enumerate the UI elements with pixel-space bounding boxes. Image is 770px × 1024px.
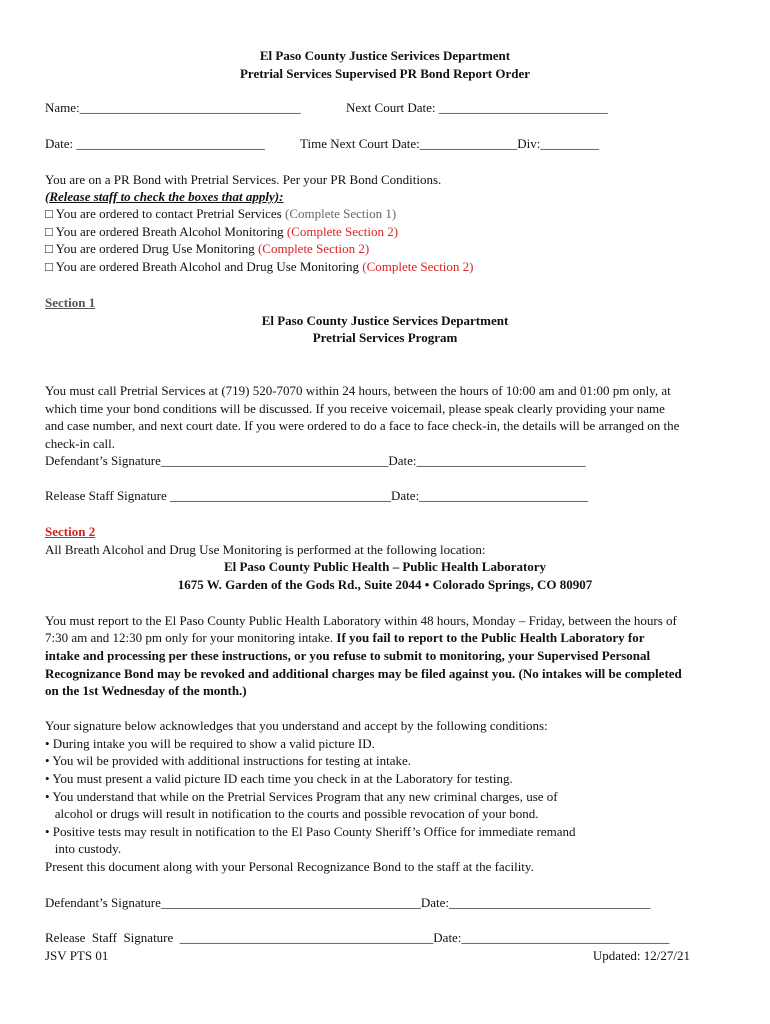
report-line: You must report to the El Paso County Public Health Laboratory within 48 hours, Monday – Friday, between the hours of: [45, 613, 677, 628]
report-warning-line: on the 1st Wednesday of the month.): [45, 683, 247, 698]
option-drug-use[interactable]: □ You are ordered Drug Use Monitoring (Complete Section 2): [45, 241, 370, 256]
checkbox-icon[interactable]: □: [45, 224, 53, 239]
present-document-line: Present this document along with your Personal Recognizance Bond to the staff at the facility.: [45, 859, 534, 874]
section-1-body-line: check-in call.: [45, 436, 116, 451]
section-2-staff-signature[interactable]: Release Staff Signature _______________________________________Date:________________________________: [45, 930, 670, 945]
section-1-staff-signature[interactable]: Release Staff Signature __________________________________Date:__________________________: [45, 488, 589, 503]
section-1-heading: Section 1: [45, 295, 96, 310]
checkbox-icon[interactable]: □: [45, 241, 53, 256]
condition-item: • You understand that while on the Pretrial Services Program that any new criminal charges, use of: [45, 789, 558, 804]
header-org: El Paso County Justice Serivices Department: [259, 48, 511, 63]
checkbox-icon[interactable]: □: [45, 259, 53, 274]
lab-location-name: El Paso County Public Health – Public Health Laboratory: [223, 559, 547, 574]
checkbox-icon[interactable]: □: [45, 206, 53, 221]
section-2-intro: All Breath Alcohol and Drug Use Monitoring is performed at the following location:: [45, 542, 486, 557]
section-1-program: Pretrial Services Program: [312, 330, 458, 345]
condition-item: • You wil be provided with additional instructions for testing at intake.: [45, 753, 411, 768]
condition-item: alcohol or drugs will result in notification to the courts and possible revocation of your bond.: [45, 806, 539, 821]
intro-line: You are on a PR Bond with Pretrial Services. Per your PR Bond Conditions.: [45, 172, 442, 187]
acknowledgement-intro: Your signature below acknowledges that you understand and accept by the following conditions:: [45, 718, 548, 733]
report-line: 7:30 am and 12:30 pm only for your monitoring intake. If you fail to report to the Public Health Laboratory for: [45, 630, 645, 645]
report-warning-line: intake and processing per these instructions, or you refuse to submit to monitoring, your Supervised Personal: [45, 648, 651, 663]
updated-date: Updated: 12/27/21: [592, 948, 690, 963]
section-2-heading: Section 2: [45, 524, 96, 539]
next-court-date-field[interactable]: Next Court Date: __________________________: [346, 100, 608, 115]
condition-item: • During intake you will be required to show a valid picture ID.: [45, 736, 375, 751]
release-staff-instruction: (Release staff to check the boxes that apply):: [45, 189, 284, 204]
option-breath-and-drug[interactable]: □ You are ordered Breath Alcohol and Drug Use Monitoring (Complete Section 2): [45, 259, 474, 274]
date-field[interactable]: Date: _____________________________: [45, 136, 265, 151]
form-id: JSV PTS 01: [45, 948, 109, 963]
time-next-court-date-field[interactable]: Time Next Court Date:_______________Div:_________: [300, 136, 599, 151]
lab-location-address: 1675 W. Garden of the Gods Rd., Suite 2044 • Colorado Springs, CO 80907: [177, 577, 593, 592]
section-1-body-line: You must call Pretrial Services at (719) 520-7070 within 24 hours, between the hours of 10:00 am and 01:00 pm only, at: [45, 383, 671, 398]
section-1-defendant-signature[interactable]: Defendant’s Signature___________________________________Date:__________________________: [45, 453, 586, 468]
condition-item: into custody.: [45, 841, 122, 856]
section-1-body-line: which time your bond conditions will be discussed. If you receive voicemail, please speak clearly providing your name: [45, 401, 665, 416]
condition-item: • You must present a valid picture ID each time you check in at the Laboratory for testing.: [45, 771, 513, 786]
section-1-org: El Paso County Justice Services Department: [261, 313, 509, 328]
header-title: Pretrial Services Supervised PR Bond Report Order: [239, 66, 531, 81]
section-1-body-line: and case number, and next court date. If you were ordered to do a face to face check-in, the details will be arranged on the: [45, 418, 680, 433]
name-field[interactable]: Name:__________________________________: [45, 100, 301, 115]
section-2-defendant-signature[interactable]: Defendant’s Signature________________________________________Date:_______________________________: [45, 895, 651, 910]
condition-item: • Positive tests may result in notification to the El Paso County Sheriff’s Office for immediate remand: [45, 824, 576, 839]
option-contact-pretrial[interactable]: □ You are ordered to contact Pretrial Services (Complete Section 1): [45, 206, 397, 221]
option-breath-alcohol[interactable]: □ You are ordered Breath Alcohol Monitoring (Complete Section 2): [45, 224, 399, 239]
report-warning-line: Recognizance Bond may be revoked and additional charges may be filed against you. (No intakes will be completed: [45, 666, 682, 681]
